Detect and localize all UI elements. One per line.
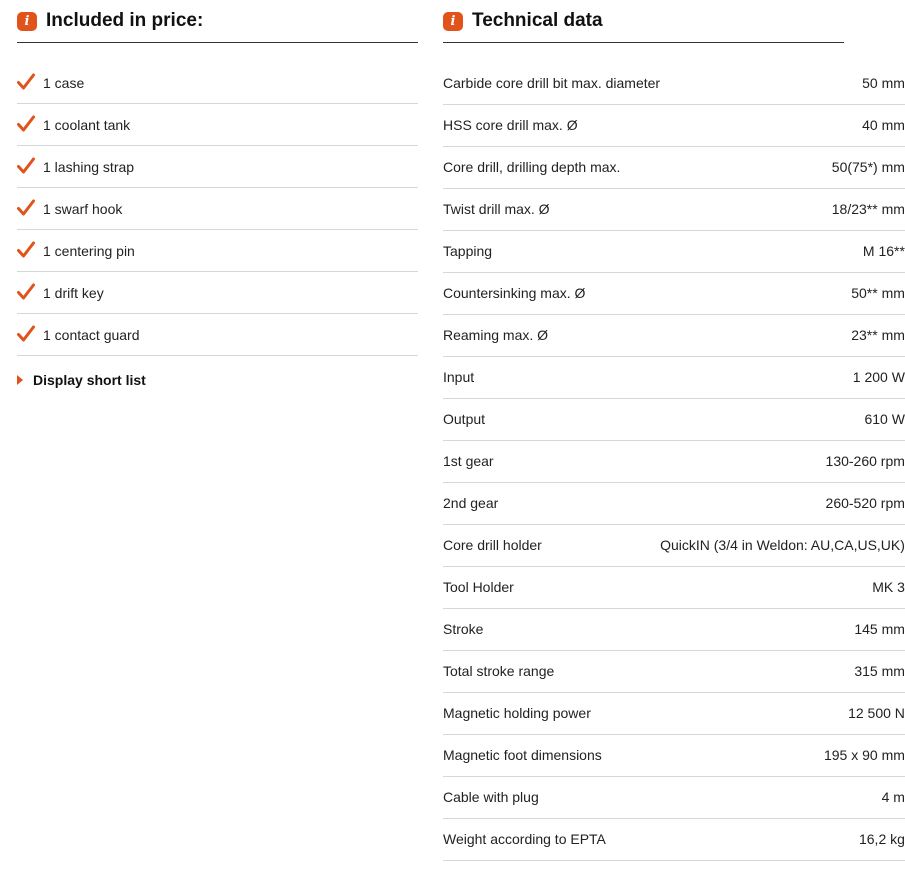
- spec-label: Input: [443, 369, 475, 385]
- table-row: [443, 272, 905, 314]
- spec-label: 2nd gear: [443, 495, 499, 511]
- spec-value: 4 m: [881, 789, 905, 805]
- spec-label: Twist drill max. Ø: [443, 201, 550, 217]
- spec-value: MK 3: [872, 579, 905, 595]
- table-row: [443, 62, 905, 104]
- spec-value: QuickIN (3/4 in Weldon: AU,CA,US,UK): [660, 537, 905, 553]
- table-row: [443, 314, 905, 356]
- included-item-label: 1 drift key: [43, 284, 104, 301]
- spec-value: 16,2 kg: [858, 831, 905, 847]
- spec-value: 50 mm: [862, 74, 905, 91]
- technical-title: Technical data: [472, 10, 603, 31]
- list-item: [17, 146, 418, 188]
- spec-value: 23** mm: [851, 327, 905, 343]
- check-icon: [17, 73, 35, 91]
- spec-value: 12 500 N: [848, 705, 905, 721]
- included-header: [17, 0, 418, 43]
- spec-label: Stroke: [443, 621, 484, 637]
- spec-label: Countersinking max. Ø: [443, 285, 586, 301]
- spec-value: 130-260 rpm: [825, 453, 905, 469]
- spec-value: M 16**: [862, 243, 905, 259]
- table-row: [443, 776, 905, 818]
- spec-value: 40 mm: [862, 117, 905, 133]
- check-icon: [17, 283, 35, 301]
- spec-label: Magnetic holding power: [443, 705, 591, 721]
- check-icon: [17, 157, 35, 175]
- spec-label: 1st gear: [443, 453, 494, 469]
- triangle-right-icon: [17, 375, 23, 385]
- table-row: [443, 230, 905, 272]
- table-row: [443, 818, 905, 860]
- spec-label: Tapping: [443, 243, 493, 259]
- list-item: [17, 188, 418, 230]
- list-item: [17, 104, 418, 146]
- included-title: Included in price:: [46, 10, 204, 31]
- table-row: [443, 650, 905, 692]
- table-row: [443, 440, 905, 482]
- table-row: [443, 188, 905, 230]
- table-row: [443, 524, 905, 566]
- spec-value: 50(75*) mm: [831, 159, 905, 175]
- table-row: [443, 104, 905, 146]
- table-row: [443, 566, 905, 608]
- spec-value: 1 200 W: [852, 369, 905, 385]
- spec-label: Total stroke range: [443, 663, 555, 679]
- spec-label: Magnetic foot dimensions: [443, 747, 602, 763]
- spec-value: 260-520 rpm: [825, 495, 905, 511]
- spec-value: 18/23** mm: [831, 201, 905, 217]
- technical-header: [443, 0, 844, 43]
- spec-label: Tool Holder: [443, 579, 514, 595]
- spec-value: 315 mm: [854, 663, 905, 679]
- included-item-label: 1 centering pin: [43, 242, 135, 259]
- check-icon: [17, 199, 35, 217]
- included-item-label: 1 coolant tank: [43, 116, 131, 133]
- display-short-list-link[interactable]: [17, 372, 418, 388]
- table-row: [443, 734, 905, 776]
- info-icon: i: [17, 12, 37, 31]
- included-in-price-section: [17, 0, 418, 388]
- check-icon: [17, 325, 35, 343]
- info-icon: i: [443, 12, 463, 31]
- check-icon: [17, 241, 35, 259]
- spec-value: 50** mm: [851, 285, 905, 301]
- table-row: [443, 398, 905, 440]
- spec-value: 610 W: [864, 411, 905, 427]
- technical-data-table: [443, 62, 905, 861]
- table-row: [443, 356, 905, 398]
- list-item: [17, 314, 418, 356]
- spec-label: Cable with plug: [443, 789, 539, 805]
- included-item-label: 1 swarf hook: [43, 200, 123, 217]
- included-item-label: 1 case: [43, 74, 85, 91]
- display-short-list-label: Display short list: [33, 372, 146, 388]
- table-row: [443, 146, 905, 188]
- spec-label: Carbide core drill bit max. diameter: [443, 74, 661, 91]
- table-row: [443, 482, 905, 524]
- spec-label: HSS core drill max. Ø: [443, 117, 578, 133]
- spec-label: Reaming max. Ø: [443, 327, 549, 343]
- technical-data-section: [443, 0, 905, 861]
- included-list: [17, 62, 418, 356]
- spec-value: 145 mm: [854, 621, 905, 637]
- table-row: [443, 692, 905, 734]
- spec-label: Weight according to EPTA: [443, 831, 606, 847]
- list-item: [17, 230, 418, 272]
- table-row: [443, 608, 905, 650]
- spec-label: Core drill holder: [443, 537, 542, 553]
- included-item-label: 1 contact guard: [43, 326, 140, 343]
- spec-label: Output: [443, 411, 486, 427]
- check-icon: [17, 115, 35, 133]
- spec-label: Core drill, drilling depth max.: [443, 159, 621, 175]
- included-item-label: 1 lashing strap: [43, 158, 135, 175]
- list-item: [17, 272, 418, 314]
- list-item: [17, 62, 418, 104]
- spec-value: 195 x 90 mm: [823, 747, 905, 763]
